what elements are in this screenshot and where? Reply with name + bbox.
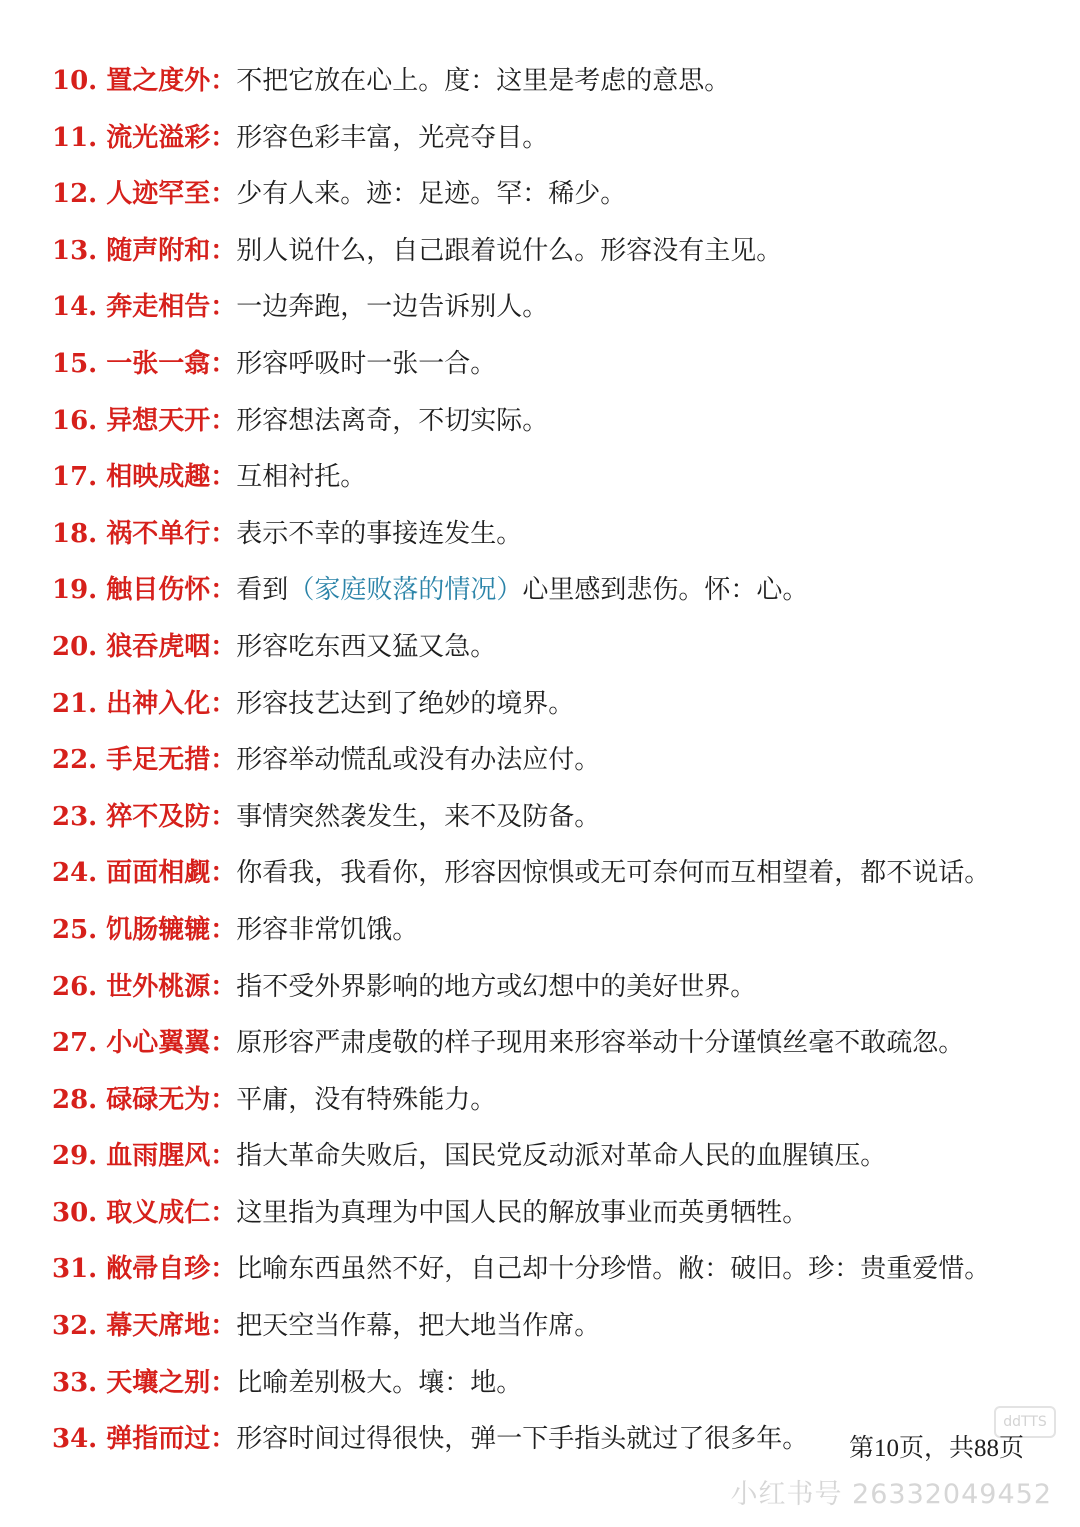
idiom-definition: 形容举动慌乱或没有办法应付。 xyxy=(236,745,601,776)
idiom-definition: 指不受外界影响的地方或幻想中的美好世界。 xyxy=(236,971,757,1002)
idiom-entry xyxy=(52,393,1062,450)
idiom-term: 23. 猝不及防： xyxy=(52,801,237,832)
idiom-definition: 一边奔跑，一边告诉别人。 xyxy=(236,292,549,323)
idiom-entry xyxy=(52,902,1062,959)
idiom-definition: 平庸，没有特殊能力。 xyxy=(236,1084,497,1115)
idiom-definition: 表示不幸的事接连发生。 xyxy=(236,518,523,549)
idiom-entry xyxy=(52,959,1062,1016)
idiom-entry xyxy=(52,562,1062,619)
idiom-entry xyxy=(52,1072,1062,1129)
idiom-entry xyxy=(52,110,1062,167)
idiom-term: 13. 随声附和： xyxy=(52,235,237,266)
idiom-entry xyxy=(52,676,1062,733)
idiom-term: 20. 狼吞虎咽： xyxy=(52,631,237,662)
idiom-definition: 比喻差别极大。壤：地。 xyxy=(236,1367,523,1398)
watermark-text: 小红书号 26332049452 xyxy=(730,1479,1052,1510)
idiom-entry xyxy=(52,279,1062,336)
idiom-definition: 形容呼吸时一张一合。 xyxy=(236,348,497,379)
idiom-entry xyxy=(52,845,1062,902)
idiom-term: 19. 触目伤怀： xyxy=(52,575,237,606)
idiom-term: 27. 小心翼翼： xyxy=(52,1028,237,1059)
idiom-definition: 形容技艺达到了绝妙的境界。 xyxy=(236,688,575,719)
idiom-term: 18. 祸不单行： xyxy=(52,518,237,549)
idiom-definition: 把天空当作幕，把大地当作席。 xyxy=(236,1311,601,1342)
idiom-definition: 形容吃东西又猛又急。 xyxy=(236,631,497,662)
idiom-entry xyxy=(52,53,1062,110)
idiom-term: 25. 饥肠辘辘： xyxy=(52,914,237,945)
idiom-term: 17. 相映成趣： xyxy=(52,462,237,493)
idiom-entry xyxy=(52,1015,1062,1072)
idiom-term: 29. 血雨腥风： xyxy=(52,1141,237,1172)
idiom-term: 10. 置之度外： xyxy=(52,66,237,96)
idiom-term: 33. 天壤之别： xyxy=(52,1367,237,1398)
idiom-definition: 不把它放在心上。度：这里是考虑的意思。 xyxy=(236,66,731,96)
idiom-entry xyxy=(52,223,1062,280)
idiom-term: 15. 一张一翕： xyxy=(52,348,237,379)
watermark-logo: ddTTS xyxy=(994,1406,1056,1438)
idiom-term: 34. 弹指而过： xyxy=(52,1424,237,1455)
idiom-entry xyxy=(52,1241,1062,1298)
idiom-term: 12. 人迹罕至： xyxy=(52,179,237,210)
idiom-definition-highlight: （家庭败落的情况） xyxy=(288,575,523,606)
idiom-term: 28. 碌碌无为： xyxy=(52,1084,237,1115)
idiom-entry xyxy=(52,449,1062,506)
idiom-definition: 你看我，我看你，形容因惊惧或无可奈何而互相望着，都不说话。 xyxy=(236,858,991,889)
idiom-definition-pre: 看到 xyxy=(236,575,289,606)
idiom-definition: 事情突然袭发生，来不及防备。 xyxy=(236,801,601,832)
idiom-term: 16. 异想天开： xyxy=(52,405,237,436)
idiom-entry xyxy=(52,1185,1062,1242)
idiom-term: 31. 敝帚自珍： xyxy=(52,1254,237,1285)
idiom-term: 32. 幕天席地： xyxy=(52,1311,237,1342)
idiom-entry xyxy=(52,166,1062,223)
idiom-definition: 原形容严肃虔敬的样子现用来形容举动十分谨慎丝毫不敢疏忽。 xyxy=(236,1028,965,1059)
idiom-list xyxy=(52,53,1062,1468)
idiom-definition: 这里指为真理为中国人民的解放事业而英勇牺牲。 xyxy=(236,1197,809,1228)
idiom-entry xyxy=(52,1298,1062,1355)
idiom-term: 30. 取义成仁： xyxy=(52,1197,237,1228)
idiom-definition: 比喻东西虽然不好，自己却十分珍惜。敝：破旧。珍：贵重爱惜。 xyxy=(236,1254,991,1285)
idiom-definition: 少有人来。迹：足迹。罕：稀少。 xyxy=(236,179,627,210)
idiom-entry xyxy=(52,619,1062,676)
idiom-term: 26. 世外桃源： xyxy=(52,971,237,1002)
idiom-definition: 别人说什么，自己跟着说什么。形容没有主见。 xyxy=(236,235,783,266)
idiom-entry xyxy=(52,1355,1062,1412)
idiom-definition-post: 心里感到悲伤。怀：心。 xyxy=(522,575,809,606)
idiom-entry xyxy=(52,789,1062,846)
idiom-term: 22. 手足无措： xyxy=(52,745,237,776)
idiom-entry xyxy=(52,506,1062,563)
idiom-definition: 形容时间过得很快，弹一下手指头就过了很多年。 xyxy=(236,1424,809,1455)
idiom-definition: 形容想法离奇，不切实际。 xyxy=(236,405,549,436)
idiom-entry xyxy=(52,336,1062,393)
idiom-definition: 形容非常饥饿。 xyxy=(236,914,419,945)
idiom-definition: 互相衬托。 xyxy=(236,462,367,493)
idiom-term: 21. 出神入化： xyxy=(52,688,237,719)
idiom-term: 11. 流光溢彩： xyxy=(52,122,237,153)
idiom-entry xyxy=(52,1128,1062,1185)
idiom-entry xyxy=(52,732,1062,789)
page-number: 第10页，共88页 xyxy=(848,1435,1024,1462)
idiom-term: 24. 面面相觑： xyxy=(52,858,237,889)
idiom-definition: 指大革命失败后，国民党反动派对革命人民的血腥镇压。 xyxy=(236,1141,887,1172)
idiom-definition: 形容色彩丰富，光亮夺目。 xyxy=(236,122,549,153)
idiom-term: 14. 奔走相告： xyxy=(52,292,237,323)
